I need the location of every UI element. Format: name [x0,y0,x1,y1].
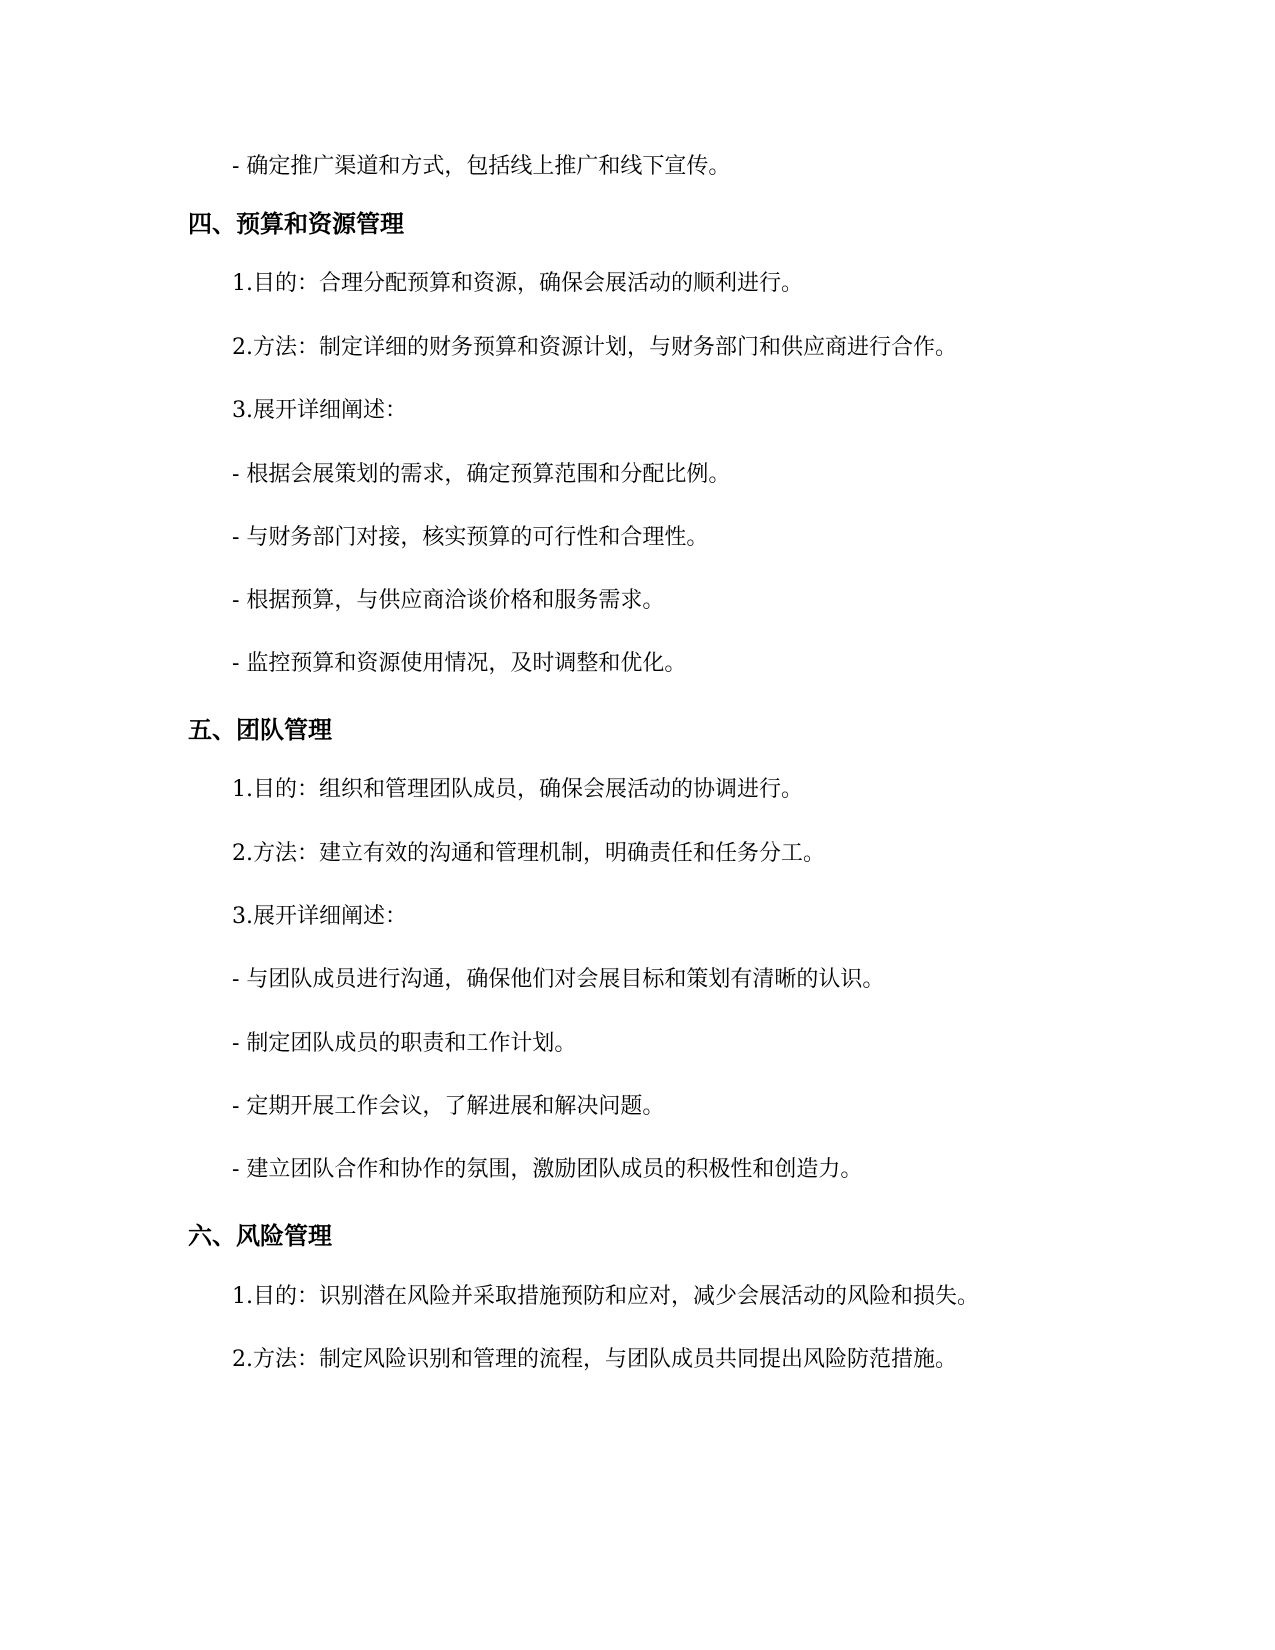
team-bullet: - 制定团队成员的职责和工作计划。 [232,1031,577,1056]
budget-purpose: 1.目的：合理分配预算和资源，确保会展活动的顺利进行。 [232,271,803,296]
risk-purpose: 1.目的：识别潜在风险并采取措施预防和应对，减少会展活动的风险和损失。 [232,1284,979,1309]
risk-method: 2.方法：制定风险识别和管理的流程，与团队成员共同提出风险防范措施。 [232,1347,957,1372]
team-bullet: - 与团队成员进行沟通，确保他们对会展目标和策划有清晰的认识。 [232,967,885,992]
budget-method: 2.方法：制定详细的财务预算和资源计划，与财务部门和供应商进行合作。 [232,335,957,360]
budget-bullet: - 根据预算，与供应商洽谈价格和服务需求。 [232,588,665,613]
section-heading-team: 五、团队管理 [188,716,332,744]
section-heading-risk: 六、风险管理 [188,1222,332,1250]
team-bullet: - 建立团队合作和协作的氛围，激励团队成员的积极性和创造力。 [232,1157,863,1182]
section-heading-budget: 四、预算和资源管理 [188,210,404,238]
team-method: 2.方法：建立有效的沟通和管理机制，明确责任和任务分工。 [232,841,825,866]
budget-bullet: - 监控预算和资源使用情况，及时调整和优化。 [232,651,687,676]
team-bullet: - 定期开展工作会议，了解进展和解决问题。 [232,1094,665,1119]
budget-detail-label: 3.展开详细阐述： [232,398,407,423]
intro-line: - 确定推广渠道和方式，包括线上推广和线下宣传。 [232,154,731,179]
team-purpose: 1.目的：组织和管理团队成员，确保会展活动的协调进行。 [232,777,803,802]
team-detail-label: 3.展开详细阐述： [232,904,407,929]
budget-bullet: - 与财务部门对接，核实预算的可行性和合理性。 [232,525,709,550]
budget-bullet: - 根据会展策划的需求，确定预算范围和分配比例。 [232,462,731,487]
